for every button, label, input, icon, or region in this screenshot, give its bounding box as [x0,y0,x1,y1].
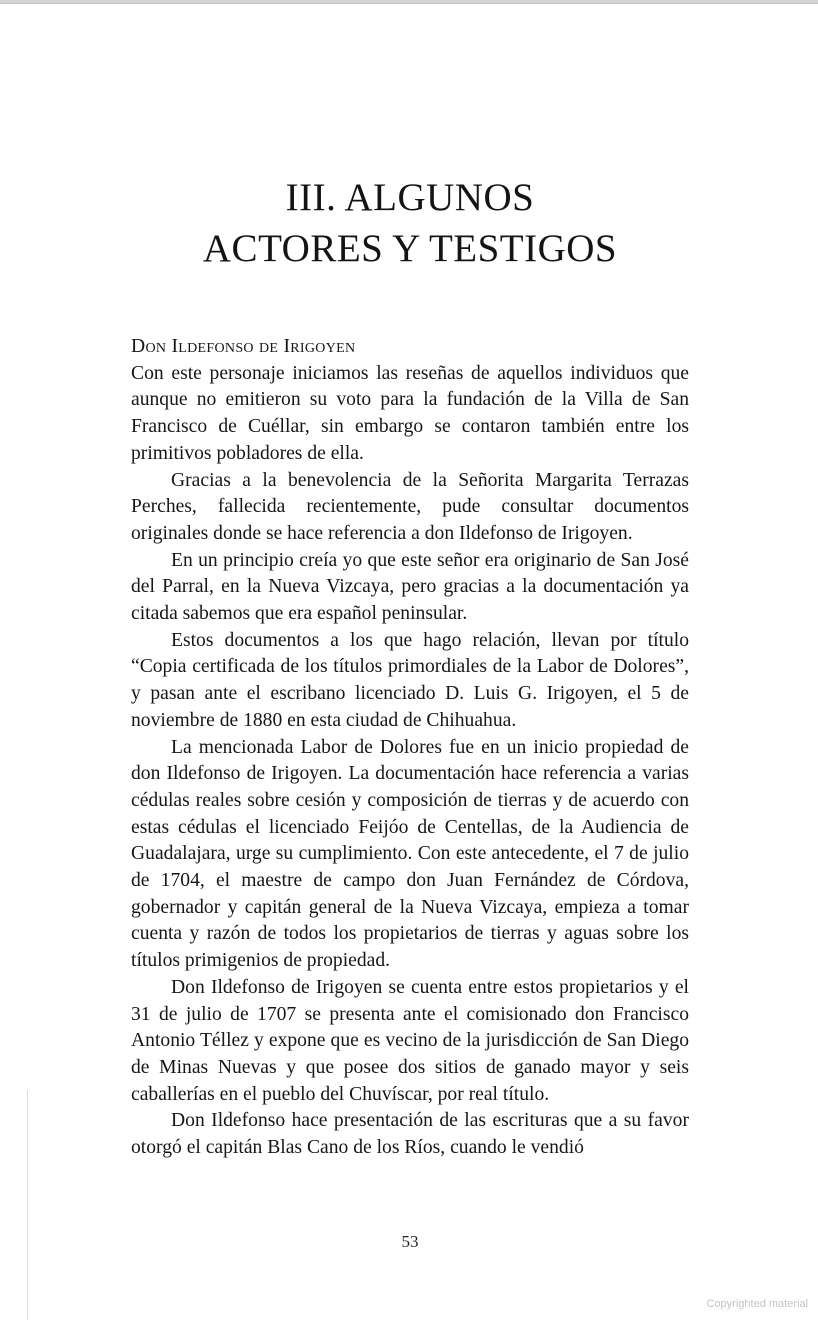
viewer-top-bar [0,0,818,4]
page-gutter-line [27,1090,28,1320]
section-heading: Don Ildefonso de Irigoyen [131,336,356,357]
page-body [131,334,689,1162]
paragraph: Estos documentos a los que hago relación, llevan por título “Copia certificada de los títulos primordiales de la Labor de Dolores”, y pasan ante el escribano licenciado D. Luis G. Irigoyen, el 5 de noviembre de 1880 en esta ciudad de Chihuahua. [131,629,689,731]
chapter-title-line-2: ACTORES Y TESTIGOS [202,227,618,270]
copyright-watermark: Copyrighted material [706,1298,808,1310]
paragraph: Don Ildefonso de Irigoyen se cuenta entre estos propietarios y el 31 de julio de 1707 se presenta ante el comisionado don Francisco Antonio Téllez y expone que es vecino de la jurisdicción de San Diego de Minas Nuevas y que posee dos sitios de ganado mayor y seis caballerías en el pueblo del Chuvíscar, por real título. [131,976,689,1105]
paragraph: Gracias a la benevolencia de la Señorita Margarita Terrazas Perches, fallecida recientemente, pude consultar documentos originales donde se hace referencia a don Ildefonso de Irigoyen. [131,469,689,544]
chapter-title-line-1: III. ALGUNOS [285,176,535,219]
paragraph: Don Ildefonso hace presentación de las escrituras que a su favor otorgó el capitán Blas Cano de los Ríos, cuando le vendió [131,1110,689,1159]
paragraph: En un principio creía yo que este señor era originario de San José del Parral, en la Nueva Vizcaya, pero gracias a la documentación ya citada sabemos que era español peninsular. [131,549,689,625]
chapter-title [130,172,690,274]
paragraph: La mencionada Labor de Dolores fue en un inicio propiedad de don Ildefonso de Irigoyen. La documentación hace referencia a varias cédulas reales sobre cesión y composición de tierras y de acuerdo con estas cédulas el licenciado Feijóo de Centellas, de la Audiencia de Guadalajara, urge su cumplimiento. Con este antecedente, el 7 de julio de 1704, el maestre de campo don Juan Fernández de Córdova, gobernador y capitán general de la Nueva Vizcaya, empieza a tomar cuenta y razón de todos los propietarios de tierras y aguas sobre los títulos primigenios de propiedad. [131,736,689,972]
paragraph: Con este personaje iniciamos las reseñas de aquellos individuos que aunque no emitieron su voto para la fundación de la Villa de San Francisco de Cuéllar, sin embargo se contaron también entre los primitivos pobladores de ella. [131,362,689,464]
page-number: 53 [401,1232,419,1251]
